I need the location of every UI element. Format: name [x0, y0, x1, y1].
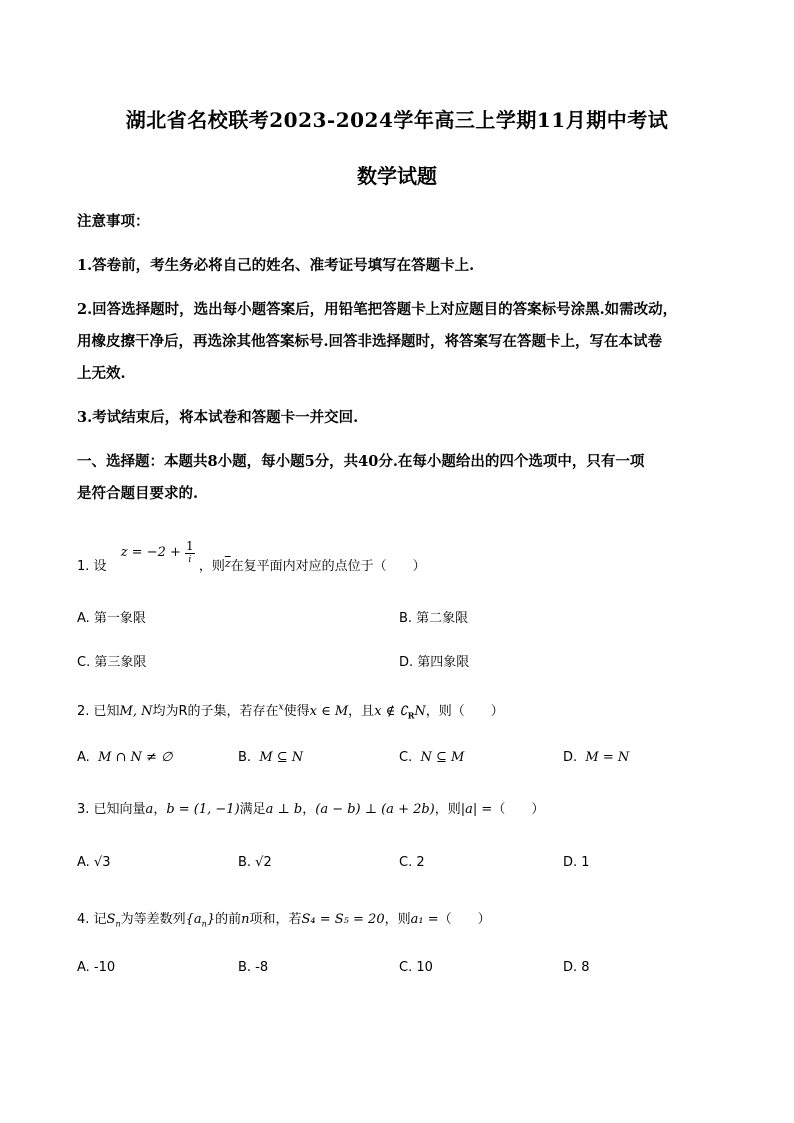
q4-text-4: 项和，若 — [249, 912, 302, 927]
q4-option-d: D. 8 — [563, 960, 590, 975]
question-3 — [77, 798, 737, 817]
q4-text-6: （ ） — [438, 912, 491, 927]
notice-item-1: 1.答卷前，考生务必将自己的姓名、准考证号填写在答题卡上. — [77, 257, 475, 274]
q4-condition: S₄ = S₅ = 20 — [301, 912, 385, 927]
q2-text-4: ，且 — [348, 704, 375, 719]
section-1-heading-line-2: 是符合题目要求的. — [77, 485, 199, 502]
q4-seq-sub: n — [201, 919, 207, 929]
q2-option-d — [563, 750, 629, 765]
q2-option-d-label: D. — [563, 750, 578, 765]
q2-text-1: 2. 已知 — [77, 704, 120, 719]
q2-option-c-label: C. — [399, 750, 413, 765]
q4-text-3: 的前 — [215, 912, 242, 927]
q2-x: x — [278, 702, 284, 713]
q4-text-1: 4. 记 — [77, 912, 107, 927]
q4-option-b: B. -8 — [238, 960, 269, 975]
q1-mid: ，则 — [198, 559, 225, 574]
q2-condition-2b: N — [414, 704, 426, 719]
q2-option-b — [238, 750, 303, 765]
q1-frac-num: 1 — [186, 539, 194, 553]
q4-sn-sub: n — [115, 919, 121, 929]
q1-expr: z = −2 + — [120, 545, 181, 560]
notice-item-2-line-2: 用橡皮擦干净后，再选涂其他答案标号.回答非选择题时，将答案写在答题卡上，写在本试卷 — [77, 333, 663, 350]
q1-equation — [120, 539, 199, 565]
exam-subtitle: 数学试题 — [357, 164, 437, 188]
q2-option-b-expr: M ⊆ N — [259, 750, 304, 765]
q2-option-b-label: B. — [238, 750, 252, 765]
notice-heading: 注意事项： — [77, 213, 150, 230]
q3-option-b: B. √2 — [238, 855, 272, 870]
q3-option-d: D. 1 — [563, 855, 590, 870]
notice-item-2-line-1: 2.回答选择题时，选出每小题答案后，用铅笔把答题卡上对应题目的答案标号涂黑.如需改动， — [77, 301, 678, 318]
q4-seq: {a — [185, 912, 202, 927]
q1-fraction — [185, 539, 195, 566]
q3-perp-2: (a − b) ⊥ (a + 2b) — [315, 802, 435, 817]
q1-suffix: 在复平面内对应的点位于（ ） — [230, 559, 426, 574]
q2-sub-r: R — [407, 710, 415, 721]
question-4 — [77, 908, 737, 929]
notice-item-3: 3.考试结束后，将本试卷和答题卡一并交回. — [77, 409, 359, 426]
q2-condition-2: x ∉ ∁ — [374, 704, 408, 719]
question-2 — [77, 700, 737, 721]
q2-sets: M, N — [119, 704, 153, 719]
q3-option-a: A. √3 — [77, 855, 111, 870]
exam-title: 湖北省名校联考2023-2024学年高三上学期11月期中考试 — [125, 108, 669, 132]
q2-option-c — [399, 750, 464, 765]
section-1-heading-line-1: 一、选择题：本题共8小题，每小题5分，共40分.在每小题给出的四个选项中，只有一项 — [77, 453, 645, 470]
q1-option-b: B. 第二象限 — [399, 611, 469, 626]
q2-text-5: ，则（ ） — [425, 704, 504, 719]
q3-vector-a: a — [145, 802, 154, 817]
q1-option-d: D. 第四象限 — [399, 655, 470, 670]
q4-text-2: 为等差数列 — [120, 912, 186, 927]
notice-item-2-line-3: 上无效. — [77, 365, 126, 382]
q3-text-2: ， — [153, 802, 167, 817]
q1-frac-den: i — [188, 555, 192, 565]
q3-text-4: ， — [302, 802, 316, 817]
q1-zbar: z — [224, 557, 231, 570]
q4-n: n — [241, 912, 250, 927]
q1-prefix: 1. 设 — [77, 559, 107, 574]
q4-option-c: C. 10 — [399, 960, 433, 975]
q4-sn: S — [106, 912, 116, 927]
q2-option-a-label: A. — [77, 750, 90, 765]
q2-option-a — [77, 750, 172, 765]
q1-option-a: A. 第一象限 — [77, 611, 146, 626]
q3-vector-b-def: b = (1, −1) — [166, 802, 240, 817]
q2-condition-1: x ∈ M — [309, 704, 349, 719]
q3-text-5: ，则 — [434, 802, 461, 817]
q2-option-c-expr: N ⊆ M — [420, 750, 465, 765]
q4-option-a: A. -10 — [77, 960, 116, 975]
question-1 — [77, 539, 737, 580]
q2-text-3: 使得 — [283, 704, 310, 719]
q2-text-2: 均为R的子集，若存在 — [152, 704, 279, 719]
q1-option-c: C. 第三象限 — [77, 655, 147, 670]
q3-perp-1: a ⊥ b — [265, 802, 303, 817]
q3-abs-a: |a| = — [460, 802, 493, 817]
q4-seq-end: } — [206, 912, 216, 927]
q2-option-a-expr: M ∩ N ≠ ∅ — [98, 750, 173, 765]
q3-text-1: 3. 已知向量 — [77, 802, 146, 817]
q3-text-3: 满足 — [239, 802, 266, 817]
q3-option-c: C. 2 — [399, 855, 425, 870]
q4-a1: a₁ = — [410, 912, 439, 927]
q2-option-d-expr: M = N — [585, 750, 630, 765]
q4-text-5: ，则 — [384, 912, 411, 927]
q3-text-6: （ ） — [492, 802, 545, 817]
